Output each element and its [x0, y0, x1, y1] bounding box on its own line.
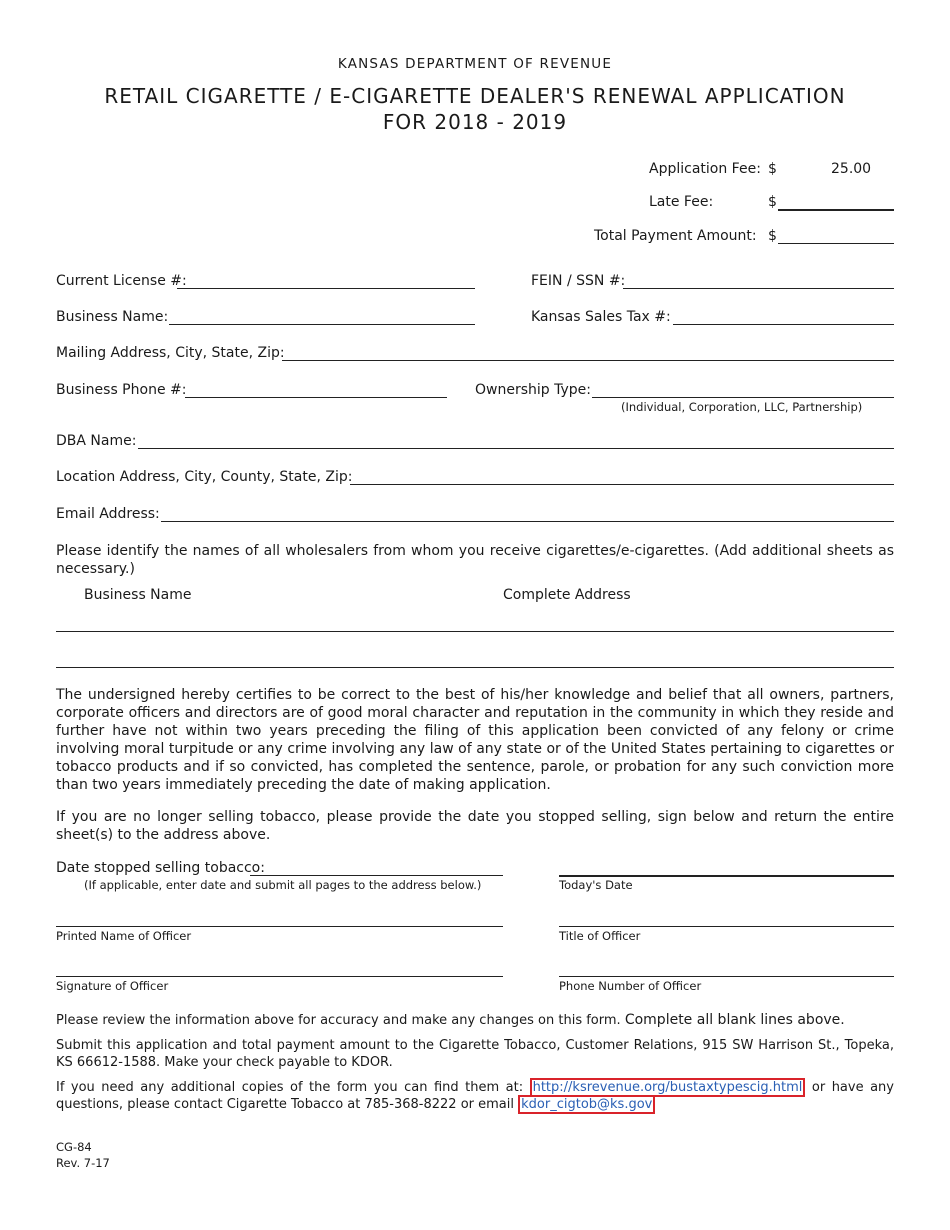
copies-instruction [56, 1079, 894, 1113]
form-url-link[interactable]: http://ksrevenue.org/bustaxtypescig.html [530, 1078, 806, 1097]
wholesaler-address-header: Complete Address [503, 587, 631, 603]
form-title-line2: FOR 2018 - 2019 [382, 110, 568, 134]
application-fee-label: Application Fee: [649, 161, 761, 177]
review-note-text: Please review the information above for accuracy and make any changes on this form. [56, 1013, 621, 1028]
total-payment-field[interactable] [778, 243, 894, 244]
review-note-emphasis: Complete all blank lines above. [624, 1012, 845, 1028]
ownership-type-label: Ownership Type: [475, 382, 591, 398]
late-fee-label: Late Fee: [649, 194, 714, 210]
title-officer-label: Title of Officer [559, 929, 641, 943]
total-payment-label: Total Payment Amount: [594, 228, 757, 244]
stopped-selling-instruction: If you are no longer selling tobacco, please provide the date you stopped selling, sign below and return the entire sheet(s) to the address above. [56, 809, 894, 843]
form-revision: Rev. 7-17 [56, 1156, 110, 1170]
mailing-address-label: Mailing Address, City, State, Zip: [56, 345, 285, 361]
dba-name-label: DBA Name: [56, 433, 137, 449]
ownership-type-hint: (Individual, Corporation, LLC, Partnership) [621, 400, 863, 414]
todays-date-field[interactable] [559, 875, 894, 877]
email-address-label: Email Address: [56, 506, 160, 522]
review-note [56, 1012, 845, 1028]
mailing-address-field[interactable] [282, 360, 894, 361]
sales-tax-label: Kansas Sales Tax #: [531, 309, 671, 325]
phone-officer-label: Phone Number of Officer [559, 979, 702, 993]
form-title [0, 83, 950, 135]
copies-text-a: If you need any additional copies of the form you can find them at: [56, 1080, 524, 1095]
certification-statement: The undersigned hereby certifies to be correct to the best of his/her knowledge and belief that all owners, partners, corporate officers and directors are of good moral character and reputation in the community in which they reside and further have not within two years preceding the filing of this application been convicted of any felony or crime involving moral turpitude or any crime involving any law of any state or of the United States pertaining to cigarettes or tobacco products and if so convicted, has completed the sentence, parole, or probation for any such conviction more than two years immediately preceding the date of making application. [56, 687, 894, 793]
business-name-field[interactable] [169, 324, 475, 325]
email-address-field[interactable] [161, 521, 894, 522]
dba-name-field[interactable] [138, 448, 894, 449]
total-payment-currency: $ [768, 228, 777, 244]
date-stopped-hint: (If applicable, enter date and submit all pages to the address below.) [84, 878, 482, 892]
sales-tax-field[interactable] [673, 324, 894, 325]
late-fee-currency: $ [768, 194, 777, 210]
title-officer-field[interactable] [559, 926, 894, 927]
phone-officer-field[interactable] [559, 976, 894, 977]
form-title-line1: RETAIL CIGARETTE / E-CIGARETTE DEALER'S RENEWAL APPLICATION [104, 84, 846, 108]
fein-ssn-label: FEIN / SSN #: [531, 273, 626, 289]
business-phone-label: Business Phone #: [56, 382, 187, 398]
current-license-field[interactable] [177, 288, 475, 289]
wholesaler-row-1-field[interactable] [56, 631, 894, 632]
ownership-type-field[interactable] [592, 397, 894, 398]
application-fee-value: 25.00 [831, 161, 872, 177]
application-fee-currency: $ [768, 161, 777, 177]
signature-label: Signature of Officer [56, 979, 169, 993]
wholesaler-business-name-header: Business Name [84, 587, 192, 603]
email-link[interactable]: kdor_cigtob@ks.gov [518, 1095, 655, 1114]
submit-instruction: Submit this application and total payment amount to the Cigarette Tobacco, Customer Relations, 915 SW Harrison St., Topeka, KS 66612-1588. Make your check payable to KDOR. [56, 1038, 894, 1070]
business-name-label: Business Name: [56, 309, 169, 325]
wholesalers-instruction: Please identify the names of all wholesalers from whom you receive cigarettes/e-cigarettes. (Add additional sheets as necessary.) [56, 543, 894, 577]
business-phone-field[interactable] [185, 397, 447, 398]
fein-ssn-field[interactable] [623, 288, 894, 289]
date-stopped-label: Date stopped selling tobacco: [56, 860, 265, 876]
signature-field[interactable] [56, 976, 503, 977]
current-license-label: Current License #: [56, 273, 187, 289]
copies-text-b: or have any questions, please contact Cigarette Tobacco at 785-368-8222 or email [56, 1080, 894, 1112]
location-address-label: Location Address, City, County, State, Zip: [56, 469, 353, 485]
late-fee-field[interactable] [778, 209, 894, 211]
location-address-field[interactable] [350, 484, 894, 485]
date-stopped-field[interactable] [250, 875, 503, 876]
printed-name-field[interactable] [56, 926, 503, 927]
wholesaler-row-2-field[interactable] [56, 667, 894, 668]
form-number: CG-84 [56, 1140, 92, 1154]
agency-name: KANSAS DEPARTMENT OF REVENUE [337, 56, 613, 72]
todays-date-label: Today's Date [559, 878, 633, 892]
printed-name-label: Printed Name of Officer [56, 929, 192, 943]
